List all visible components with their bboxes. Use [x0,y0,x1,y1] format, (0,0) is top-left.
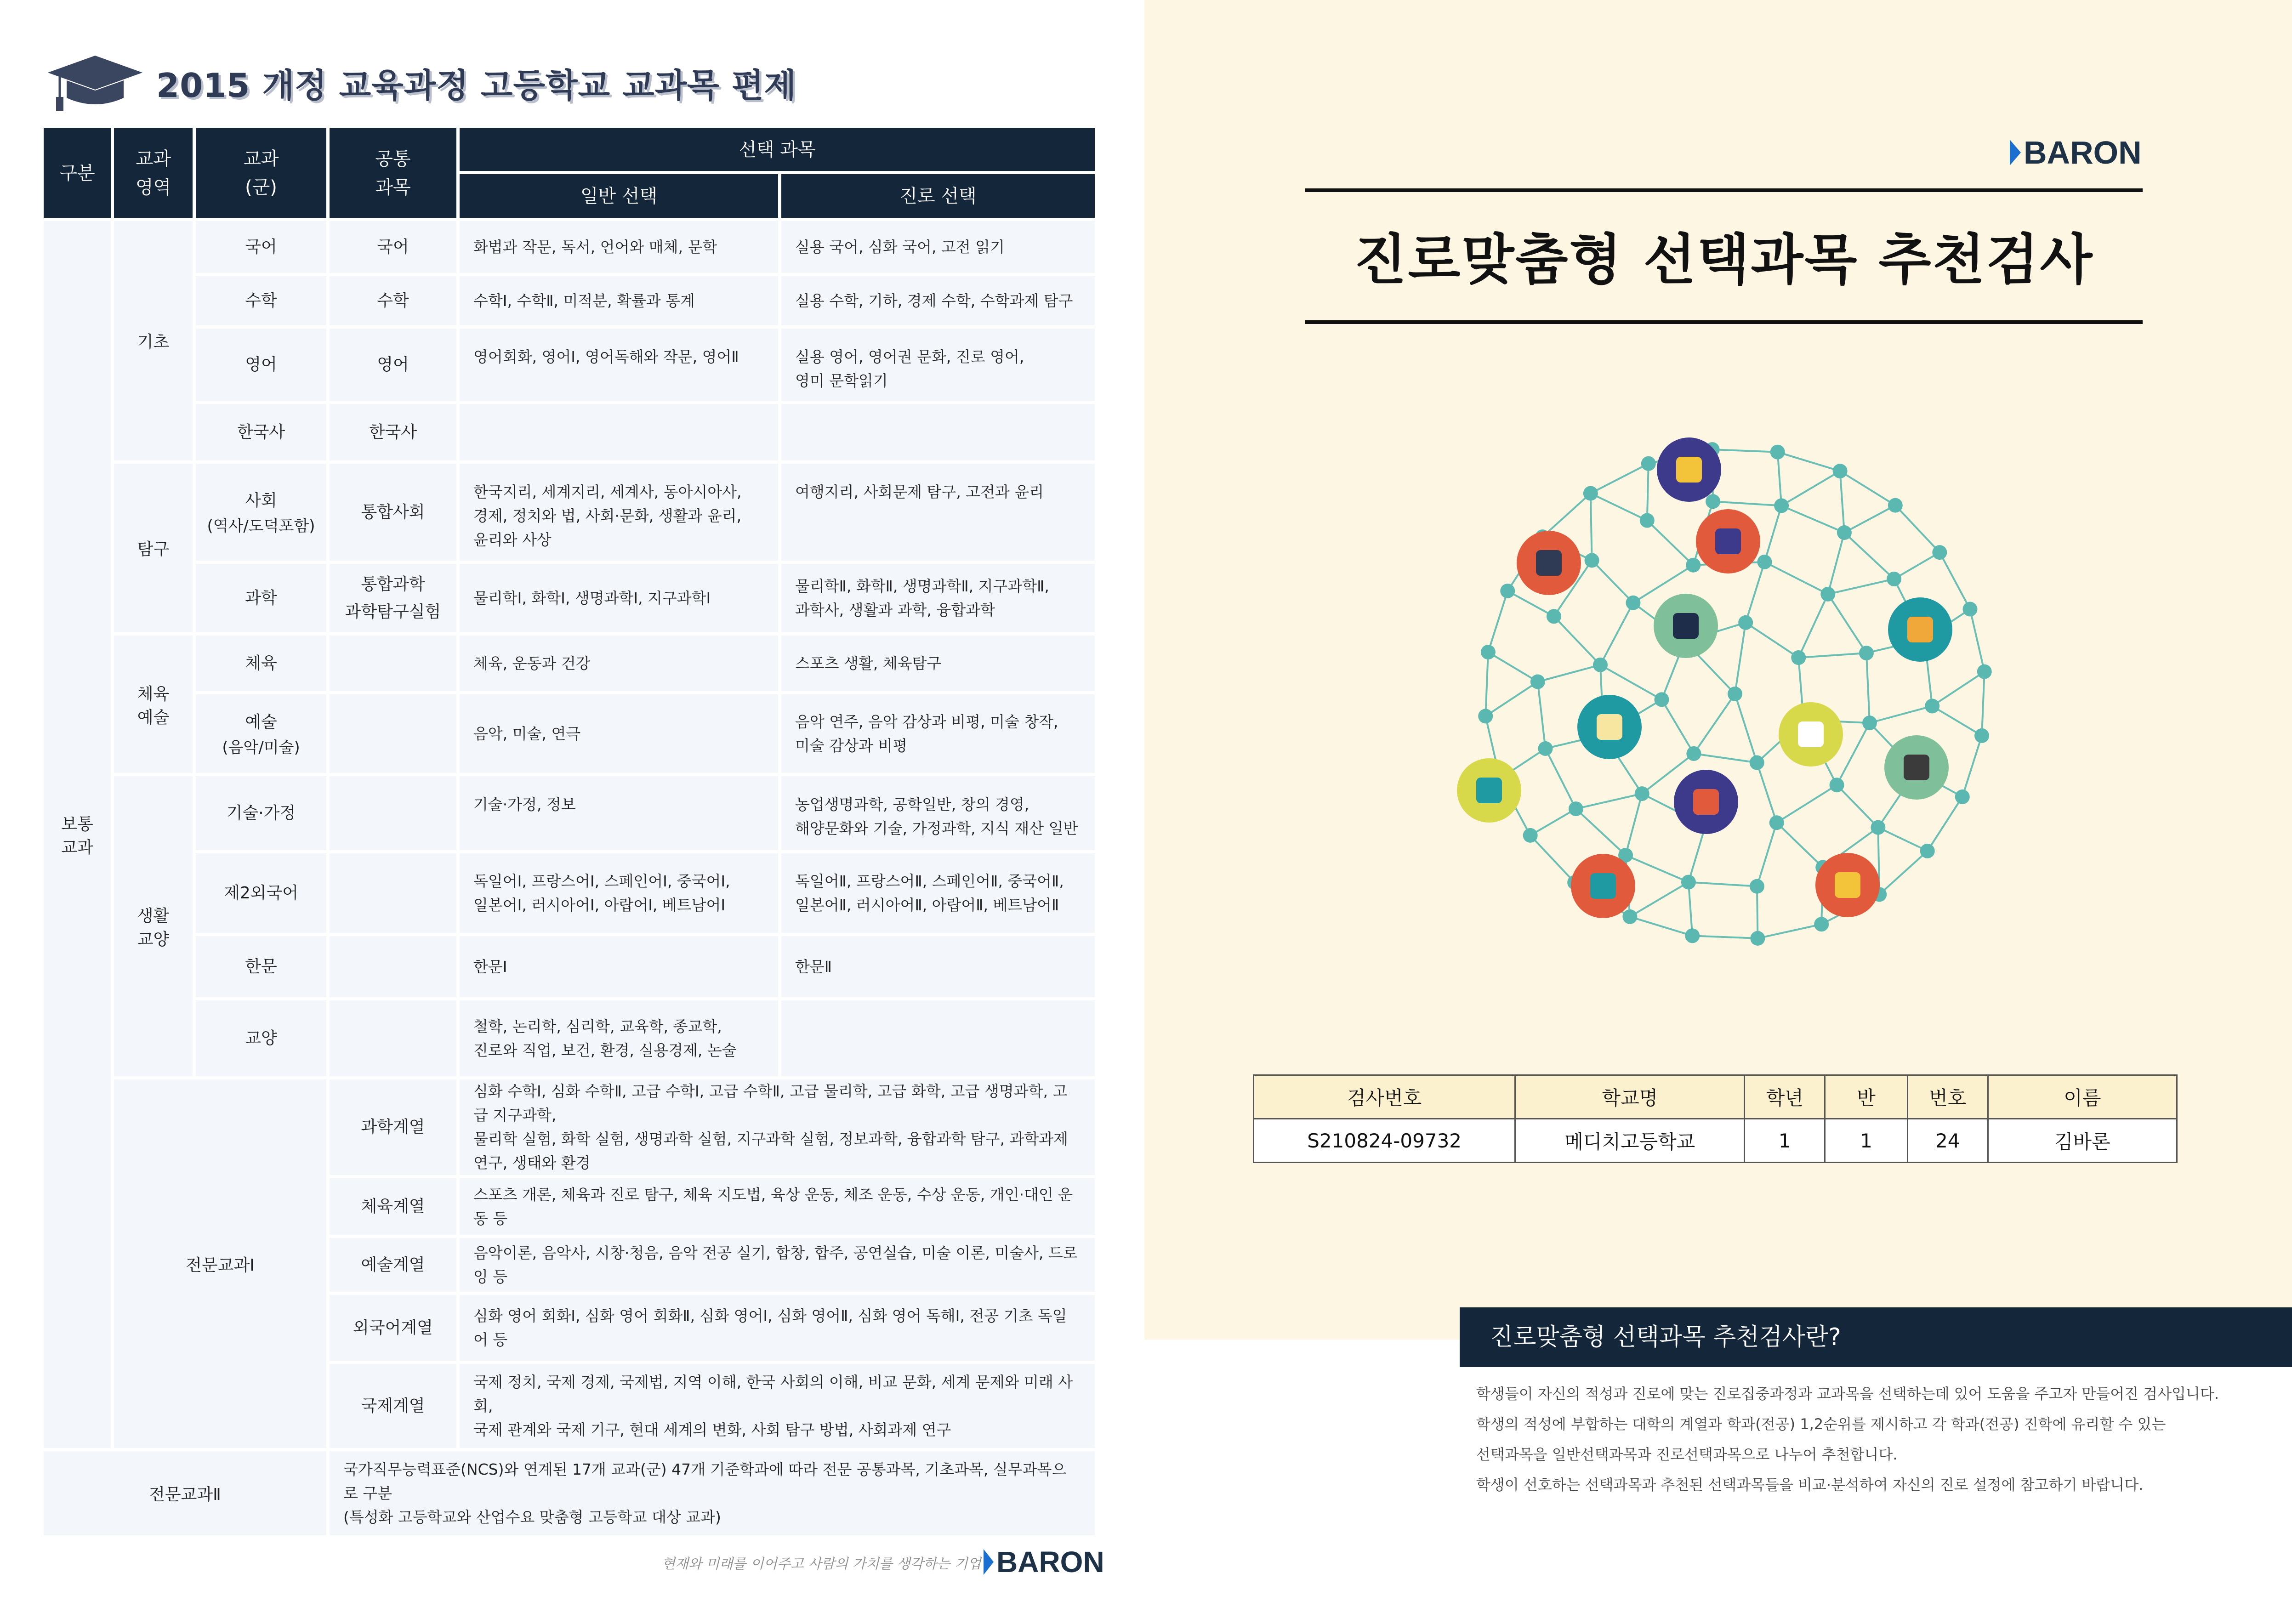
network-node [1569,801,1583,816]
network-node [1925,698,1939,713]
speech-bubble-icon [1779,702,1843,767]
group-cell [194,693,328,775]
general-cell: 물리학Ⅰ, 화학Ⅰ, 생명과학Ⅰ, 지구과학Ⅰ [458,562,780,634]
general-cell: 수학Ⅰ, 수학Ⅱ, 미적분, 확률과 통계 [458,275,780,327]
table-row [42,935,1097,999]
grade-value: 1 [1745,1119,1825,1163]
common-cell: 통합과학 과학탐구실험 [328,562,458,634]
header-test-number: 검사번호 [1254,1075,1515,1119]
graduation-cap-icon [1654,594,1718,658]
area-life: 생활 교양 [113,775,194,1078]
globe-icon [1457,758,1521,823]
series-cell: 국제계열 [328,1363,458,1450]
network-node [1478,709,1493,723]
general-cell: 영어회화, 영어Ⅰ, 영어독해와 작문, 영어Ⅱ [458,327,780,403]
common-cell [328,852,458,935]
network-node [1530,675,1545,689]
network-node [1523,828,1538,843]
network-node [1791,650,1806,665]
career-cell [780,403,1097,462]
network-node [1583,486,1598,501]
network-node [1887,572,1901,586]
header-common: 공통 과목 [328,127,458,220]
series-cell: 과학계열 [328,1078,458,1177]
graduation-cap-icon [46,52,145,114]
table-row [42,220,1097,275]
career-cell [780,999,1097,1078]
baron-logo [2010,134,2142,171]
palette-icon [1815,853,1880,917]
title-row [46,51,796,115]
network-node [1962,602,1977,617]
header-number: 번호 [1907,1075,1988,1119]
career-cell: 실용 영어, 영어권 문화, 진로 영어, 영미 문학읽기 [780,327,1097,403]
common-cell [328,693,458,775]
table-row [42,462,1097,562]
general-cell: 한문Ⅰ [458,935,780,999]
network-node [1750,879,1764,894]
network-node [1814,917,1829,931]
chalkboard-icon [1517,531,1581,595]
books-icon [1674,770,1738,834]
microscope-icon [1884,735,1949,800]
name-value: 김바론 [1988,1119,2177,1163]
right-page [1144,0,2292,1624]
baron-logo [984,1545,1104,1579]
group-cell: 영어 [194,327,328,403]
common-cell [328,935,458,999]
network-node [1481,645,1496,659]
header-class: 반 [1825,1075,1908,1119]
network-node [1641,456,1656,471]
career-cell: 여행지리, 사회문제 탐구, 고전과 윤리 [780,462,1097,562]
subjects-cell: 스포츠 개론, 체육과 진로 탐구, 체육 지도법, 육상 운동, 체조 운동, 수상 운동, 개인·대인 운동 등 [458,1177,1097,1237]
general-cell: 기술·가정, 정보 [458,775,780,852]
info-value-row [1254,1119,2177,1163]
logo-text: BARON [996,1545,1104,1579]
group-sub: (음악/미술) [222,738,300,757]
table-row [42,693,1097,775]
network-node [1871,820,1885,835]
common-cell [328,775,458,852]
school-value: 메디치고등학교 [1515,1119,1745,1163]
group-cell: 기술·가정 [194,775,328,852]
common-cell: 국어 [328,220,458,275]
career-cell: 실용 국어, 심화 국어, 고전 읽기 [780,220,1097,275]
number-value: 24 [1907,1119,1988,1163]
lightbulb-icon [1657,437,1721,502]
group-cell [194,462,328,562]
test-number-value: S210824-09732 [1254,1119,1515,1163]
left-page [0,0,1144,1624]
network-node [1635,786,1649,801]
group-cell: 과학 [194,562,328,634]
network-node [1681,875,1696,890]
general-cell [458,403,780,462]
report-title: 진로맞춤형 선택과목 추천검사 [1354,228,2094,291]
network-node [1585,553,1599,568]
series-cell: 체육계열 [328,1177,458,1237]
test-info-table [1253,1074,2178,1163]
header-group: 교과 (군) [194,127,328,220]
career-cell: 한문Ⅱ [780,935,1097,999]
network-node [1833,464,1848,478]
curriculum-table [40,125,1098,1539]
table-row [42,999,1097,1078]
header-grade: 학년 [1745,1075,1825,1119]
table-row [42,562,1097,634]
network-node [1859,646,1874,660]
network-node [1862,715,1877,730]
network-node [1538,741,1553,756]
class-value: 1 [1825,1119,1908,1163]
network-node [1774,498,1789,513]
network-node [1686,558,1701,573]
header-elective: 선택 과목 [458,127,1097,173]
general-cell: 화법과 작문, 독서, 언어와 매체, 문학 [458,220,780,275]
general-cell: 철학, 논리학, 심리학, 교육학, 종교학, 진로와 직업, 보건, 환경, 실용경제, 논술 [458,999,780,1078]
network-node [1728,687,1742,701]
table-row [42,1450,1097,1537]
area-basic: 기초 [113,220,194,462]
network-node [1750,931,1765,946]
general-cell: 독일어Ⅰ, 프랑스어Ⅰ, 스페인어Ⅰ, 중국어Ⅰ, 일본어Ⅰ, 러시아어Ⅰ, 아랍어Ⅰ, 베트남어Ⅰ [458,852,780,935]
common-cell: 수학 [328,275,458,327]
network-node [1626,596,1640,610]
intro-line: 선택과목을 일반선택과목과 진로선택과목으로 나누어 추천합니다. [1476,1446,1898,1463]
intro-heading: 진로맞춤형 선택과목 추천검사란? [1460,1307,2292,1367]
network-node [1932,545,1947,560]
network-node [1685,928,1700,943]
category-specialized-1: 전문교과Ⅰ [113,1078,328,1450]
logo-text: BARON [2024,135,2142,170]
network-node [1654,692,1669,707]
header-career: 진로 선택 [780,173,1097,220]
table-row [42,1078,1097,1177]
header-area: 교과 영역 [113,127,194,220]
network-node [1500,584,1515,598]
common-cell: 한국사 [328,403,458,462]
career-cell: 물리학Ⅱ, 화학Ⅱ, 생명과학Ⅱ, 지구과학Ⅱ, 과학사, 생활과 과학, 융합과학 [780,562,1097,634]
network-node [1888,498,1903,513]
divider-top [1305,188,2143,192]
general-cell: 음악, 미술, 연극 [458,693,780,775]
network-node [1547,609,1561,624]
table-row [42,403,1097,462]
career-cell: 스포츠 생활, 체육탐구 [780,634,1097,693]
common-cell [328,999,458,1078]
series-cell: 예술계열 [328,1237,458,1294]
network-node [1977,664,1992,679]
network-node [1622,909,1637,924]
network-node [1706,494,1720,509]
subjects-cell: 심화 수학Ⅰ, 심화 수학Ⅱ, 고급 수학Ⅰ, 고급 수학Ⅱ, 고급 물리학, 고급 화학, 고급 생명과학, 고급 지구과학, 물리학 실험, 화학 실험, 생명과학 실험, 지구과학 실험, 정보과학, 융합과학 탐구, 과학과제 연구, 생태와 환경 [458,1078,1097,1177]
logo-mark-icon [984,1549,994,1575]
network-node [1955,789,1970,804]
area-inquiry: 탐구 [113,462,194,634]
divider-bottom [1305,320,2143,324]
group-cell: 체육 [194,634,328,693]
subjects-cell: 심화 영어 회화Ⅰ, 심화 영어 회화Ⅱ, 심화 영어Ⅰ, 심화 영어Ⅱ, 심화 영어 독해Ⅰ, 전공 기초 독일어 등 [458,1294,1097,1363]
network-node [1750,755,1764,770]
flask-icon [1577,695,1642,759]
table-row [42,634,1097,693]
common-cell [328,634,458,693]
header-row-1 [42,127,1097,173]
general-cell: 한국지리, 세계지리, 세계사, 동아시아사, 경제, 정치와 법, 사회·문화, 생활과 윤리, 윤리와 사상 [458,462,780,562]
group-cell: 수학 [194,275,328,327]
specialized-2-text: 국가직무능력표준(NCS)와 연계된 17개 교과(군) 47개 기준학과에 따라 전문 공통과목, 기초과목, 실무과목으로 구분 (특성화 고등학교와 산업수요 맞춤형 고등학교 대상 교과) [328,1450,1097,1537]
subjects-cell: 국제 정치, 국제 경제, 국제법, 지역 이해, 한국 사회의 이해, 비교 문화, 세계 문제와 미래 사회, 국제 관계와 국제 기구, 현대 세계의 변화, 사회 탐구 방법, 사회과제 연구 [458,1363,1097,1450]
header-name: 이름 [1988,1075,2177,1119]
footer-slogan: 현재와 미래를 이어주고 사람의 가치를 생각하는 기업 [662,1556,981,1572]
group-cell: 제2외국어 [194,852,328,935]
info-header-row [1254,1075,2177,1119]
table-row [42,327,1097,403]
network-node [1920,844,1935,858]
network-node [1593,658,1608,672]
network-node [1820,587,1835,602]
network-node [1830,778,1844,792]
table-row [42,275,1097,327]
group-cell: 한문 [194,935,328,999]
group-name: 사회 [245,491,277,510]
general-cell: 체육, 운동과 건강 [458,634,780,693]
table-row [42,775,1097,852]
network-node [1738,615,1753,630]
area-pe-arts: 체육 예술 [113,634,194,775]
career-cell: 독일어Ⅱ, 프랑스어Ⅱ, 스페인어Ⅱ, 중국어Ⅱ, 일본어Ⅱ, 러시아어Ⅱ, 아랍어Ⅱ, 베트남어Ⅱ [780,852,1097,935]
network-node [1640,513,1655,528]
intro-paragraph [1476,1379,2276,1500]
group-name: 예술 [245,712,277,732]
group-cell: 교양 [194,999,328,1078]
series-cell: 외국어계열 [328,1294,458,1363]
header-division: 구분 [42,127,113,220]
category-specialized-2: 전문교과Ⅱ [42,1450,328,1537]
subjects-cell: 음악이론, 음악사, 시창·청음, 음악 전공 실기, 합창, 합주, 공연실습, 미술 이론, 미술사, 드로잉 등 [458,1237,1097,1294]
group-sub: (역사/도덕포함) [207,517,315,535]
intro-line: 학생들이 자신의 적성과 진로에 맞는 진로집중과정과 교과목을 선택하는데 있어 도움을 주고자 만들어진 검사입니다. [1476,1385,2219,1403]
network-node [1974,728,1989,743]
career-cell: 실용 수학, 기하, 경제 수학, 수학과제 탐구 [780,275,1097,327]
group-cell: 한국사 [194,403,328,462]
career-cell: 농업생명과학, 공학일반, 창의 경영, 해양문화와 기술, 가정과학, 지식 재산 일반 [780,775,1097,852]
laptop-icon [1571,854,1635,918]
logo-mark-icon [2010,140,2021,165]
network-node [1769,815,1784,830]
page-title: 2015 개정 교육과정 고등학교 교과목 편제 [156,66,797,105]
group-cell: 국어 [194,220,328,275]
knowledge-network-illustration [1457,427,2013,960]
network-node [1757,555,1772,569]
category-general: 보통 교과 [42,220,113,1450]
header-school: 학교명 [1515,1075,1745,1119]
career-cell: 음악 연주, 음악 감상과 비평, 미술 창작, 미술 감상과 비평 [780,693,1097,775]
intro-line: 학생이 선호하는 선택과목과 추천된 선택과목들을 비교·분석하여 자신의 진로 설정에 참고하기 바랍니다. [1476,1476,2144,1493]
intro-line: 학생의 적성에 부합하는 대학의 계열과 학과(전공) 1,2순위를 제시하고 각 학과(전공) 진학에 유리할 수 있는 [1476,1415,2166,1433]
network-node [1686,746,1701,761]
common-cell: 영어 [328,327,458,403]
network-node [1770,445,1785,460]
network-node [1837,525,1852,540]
common-cell: 통합사회 [328,462,458,562]
books-ruler-icon [1888,597,1952,662]
header-general: 일반 선택 [458,173,780,220]
table-row [42,852,1097,935]
atom-icon [1696,509,1760,574]
